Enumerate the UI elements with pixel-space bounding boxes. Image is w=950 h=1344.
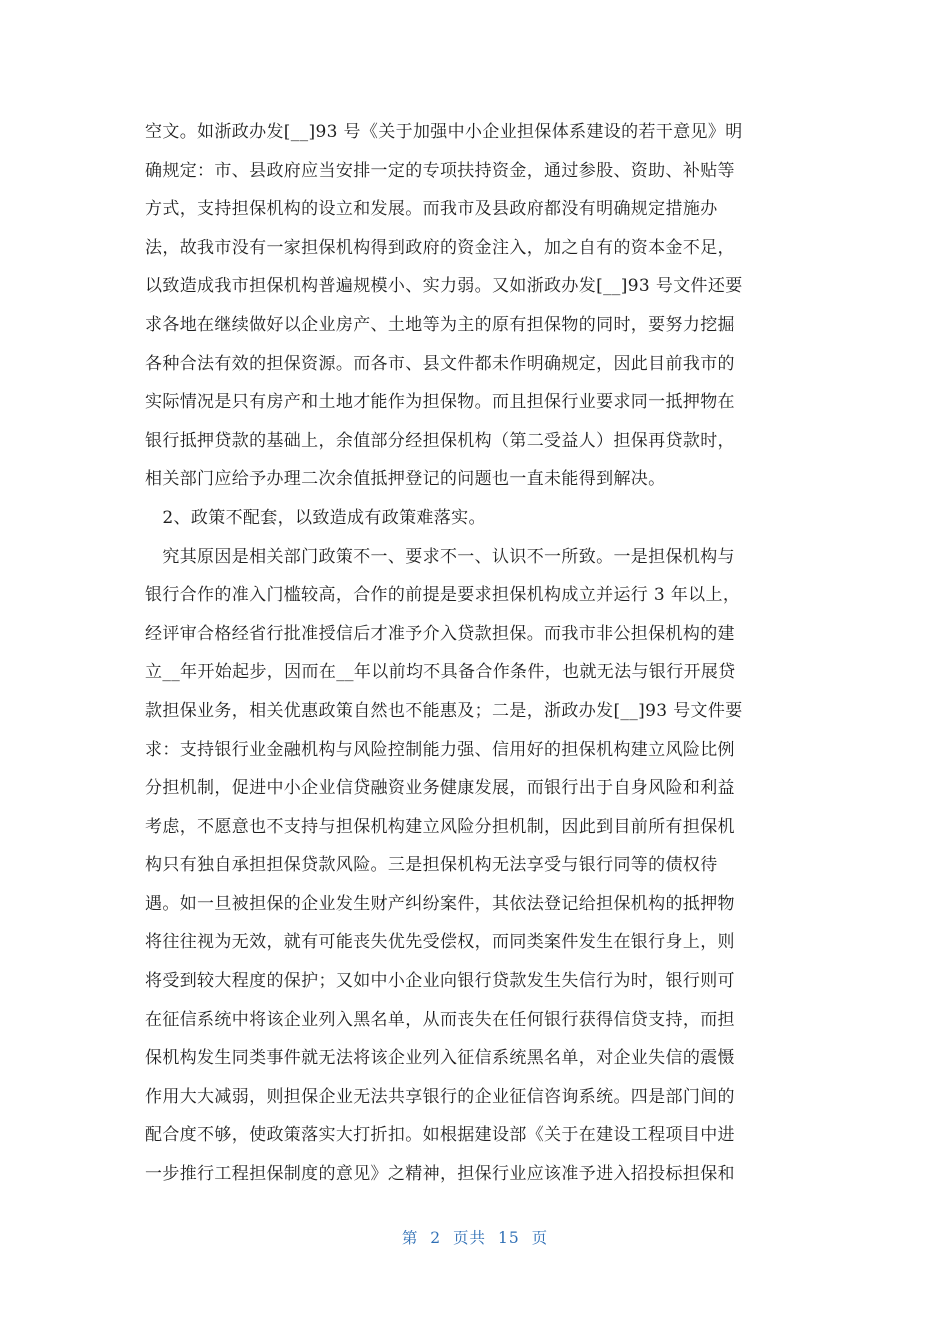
text-line: 各种合法有效的担保资源。而各市、县文件都未作明确规定，因此目前我市的 bbox=[145, 353, 735, 374]
text-line: 考虑，不愿意也不支持与担保机构建立风险分担机制，因此到目前所有担保机 bbox=[145, 816, 735, 837]
text-line: 求各地在继续做好以企业房产、土地等为主的原有担保物的同时，要努力挖掘 bbox=[145, 314, 735, 335]
document-body bbox=[145, 113, 805, 1194]
text-line: 作用大大减弱，则担保企业无法共享银行的企业征信咨询系统。四是部门间的 bbox=[145, 1086, 735, 1107]
text-line: 构只有独自承担担保贷款风险。三是担保机构无法享受与银行同等的债权待 bbox=[145, 855, 718, 876]
text-line: 在征信系统中将该企业列入黑名单，从而丧失在任何银行获得信贷支持，而担 bbox=[145, 1009, 735, 1030]
text-line: 将往往视为无效，就有可能丧失优先受偿权，而同类案件发生在银行身上，则 bbox=[145, 932, 735, 953]
text-line: 相关部门应给予办理二次余值抵押登记的问题也一直未能得到解决。 bbox=[145, 469, 666, 490]
text-line: 保机构发生同类事件就无法将该企业列入征信系统黑名单，对企业失信的震慑 bbox=[145, 1048, 735, 1069]
text-line: 经评审合格经省行批准授信后才准予介入贷款担保。而我市非公担保机构的建 bbox=[145, 623, 735, 644]
text-line: 以致造成我市担保机构普遍规模小、实力弱。又如浙政办发[__]93 号文件还要 bbox=[145, 276, 743, 297]
text-line: 遇。如一旦被担保的企业发生财产纠纷案件，其依法登记给担保机构的抵押物 bbox=[145, 893, 735, 914]
page-number-footer: 第 2 页共 15 页 bbox=[401, 1229, 549, 1247]
text-line: 立__年开始起步，因而在__年以前均不具备合作条件，也就无法与银行开展贷 bbox=[145, 662, 736, 683]
text-line: 配合度不够，使政策落实大打折扣。如根据建设部《关于在建设工程项目中进 bbox=[145, 1125, 735, 1146]
section-heading: 2、政策不配套，以致造成有政策难落实。 bbox=[145, 507, 486, 528]
text-line: 实际情况是只有房产和土地才能作为担保物。而且担保行业要求同一抵押物在 bbox=[145, 392, 735, 413]
text-line: 款担保业务，相关优惠政策自然也不能惠及；二是，浙政办发[__]93 号文件要 bbox=[145, 700, 743, 721]
text-line: 方式，支持担保机构的设立和发展。而我市及县政府都没有明确规定措施办 bbox=[145, 199, 718, 220]
text-line: 究其原因是相关部门政策不一、要求不一、认识不一所致。一是担保机构与 bbox=[145, 546, 735, 567]
text-line: 法，故我市没有一家担保机构得到政府的资金注入，加之自有的资本金不足， bbox=[145, 237, 735, 258]
text-line: 一步推行工程担保制度的意见》之精神，担保行业应该准予进入招投标担保和 bbox=[145, 1164, 735, 1185]
text-line: 将受到较大程度的保护；又如中小企业向银行贷款发生失信行为时，银行则可 bbox=[145, 971, 735, 992]
text-line: 银行抵押贷款的基础上，余值部分经担保机构（第二受益人）担保再贷款时， bbox=[145, 430, 735, 451]
text-line: 求：支持银行业金融机构与风险控制能力强、信用好的担保机构建立风险比例 bbox=[145, 739, 735, 760]
text-line: 分担机制，促进中小企业信贷融资业务健康发展，而银行出于自身风险和利益 bbox=[145, 778, 735, 799]
text-line: 银行合作的准入门槛较高，合作的前提是要求担保机构成立并运行 3 年以上， bbox=[145, 585, 741, 606]
text-line: 空文。如浙政办发[__]93 号《关于加强中小企业担保体系建设的若干意见》明 bbox=[145, 122, 743, 142]
text-line: 确规定：市、县政府应当安排一定的专项扶持资金，通过参股、资助、补贴等 bbox=[145, 160, 735, 181]
